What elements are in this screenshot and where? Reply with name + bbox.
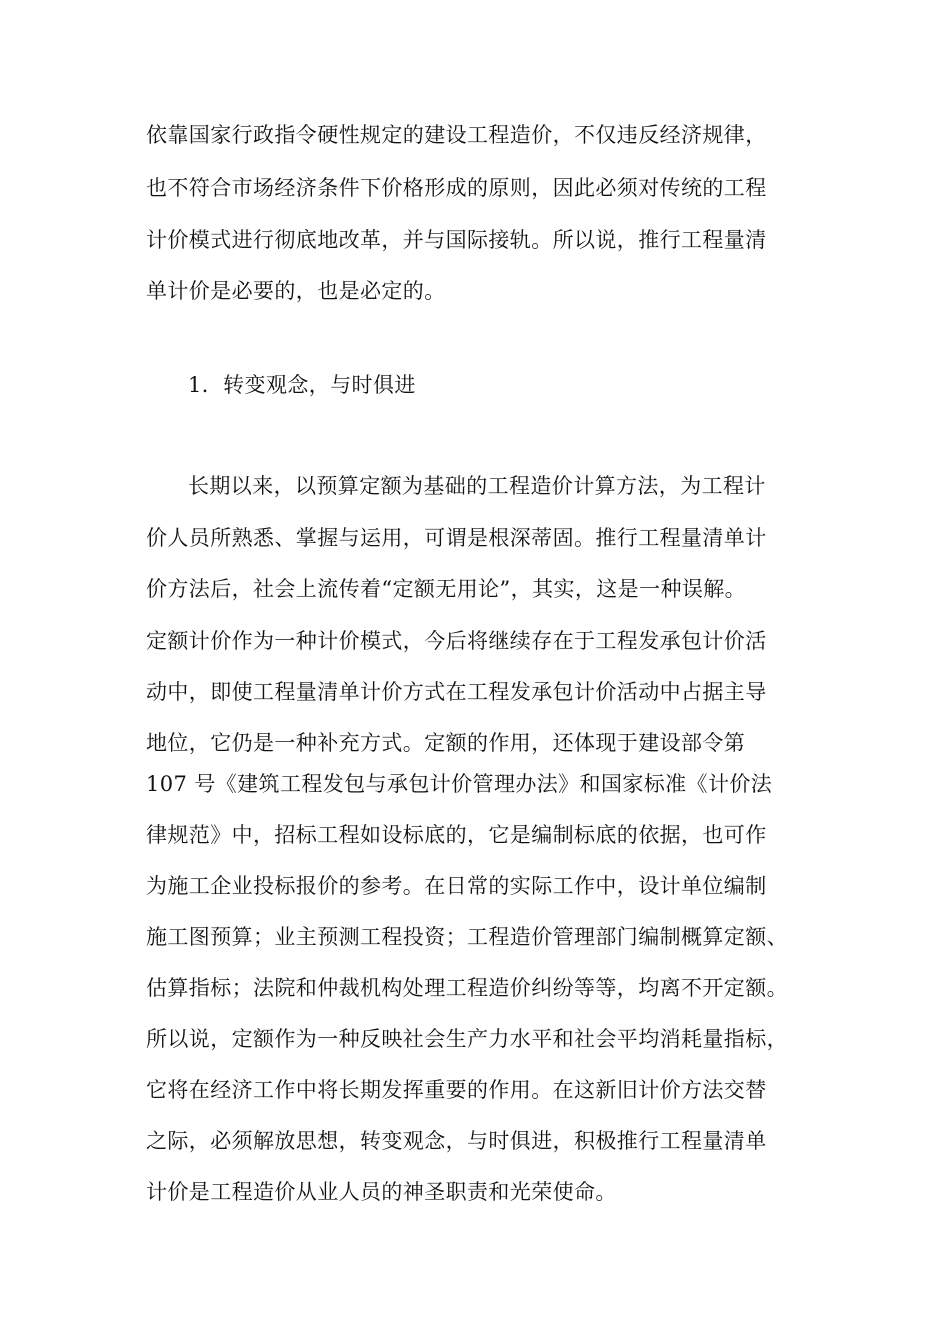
text-line: 律规范》中，招标工程如设标底的，它是编制标底的依据，也可作 xyxy=(146,823,767,847)
text-line: 单计价是必要的，也是必定的。 xyxy=(146,279,446,303)
text-line: 也不符合市场经济条件下价格形成的原则，因此必须对传统的工程 xyxy=(146,176,767,200)
text-line: 估算指标；法院和仲裁机构处理工程造价纠纷等等，均离不开定额。 xyxy=(146,976,788,1000)
text-line: 计价是工程造价从业人员的神圣职责和光荣使命。 xyxy=(146,1180,617,1204)
text-line: 107 号《建筑工程发包与承包计价管理办法》和国家标准《计价法 xyxy=(146,772,773,796)
text-line: 依靠国家行政指令硬性规定的建设工程造价，不仅违反经济规律， xyxy=(146,123,767,147)
text-line: 所以说，定额作为一种反映社会生产力水平和社会平均消耗量指标， xyxy=(146,1027,788,1051)
section-heading: 1．转变观念，与时俱进 xyxy=(188,373,416,397)
text-line: 价人员所熟悉、掌握与运用，可谓是根深蒂固。推行工程量清单计 xyxy=(146,526,767,550)
text-line: 动中，即使工程量清单计价方式在工程发承包计价活动中占据主导 xyxy=(146,680,767,704)
text-line: 为施工企业投标报价的参考。在日常的实际工作中，设计单位编制 xyxy=(146,874,767,898)
text-line: 地位，它仍是一种补充方式。定额的作用，还体现于建设部令第 xyxy=(146,731,746,755)
text-line: 它将在经济工作中将长期发挥重要的作用。在这新旧计价方法交替 xyxy=(146,1078,767,1102)
text-line: 价方法后，社会上流传着“定额无用论”，其实，这是一种误解。 xyxy=(146,577,747,601)
text-line: 施工图预算；业主预测工程投资；工程造价管理部门编制概算定额、 xyxy=(146,925,788,949)
text-line: 之际，必须解放思想，转变观念，与时俱进，积极推行工程量清单 xyxy=(146,1129,767,1153)
text-line: 定额计价作为一种计价模式，今后将继续存在于工程发承包计价活 xyxy=(146,629,767,653)
text-line: 长期以来，以预算定额为基础的工程造价计算方法，为工程计 xyxy=(188,474,766,498)
text-line: 计价模式进行彻底地改革，并与国际接轨。所以说，推行工程量清 xyxy=(146,228,767,252)
